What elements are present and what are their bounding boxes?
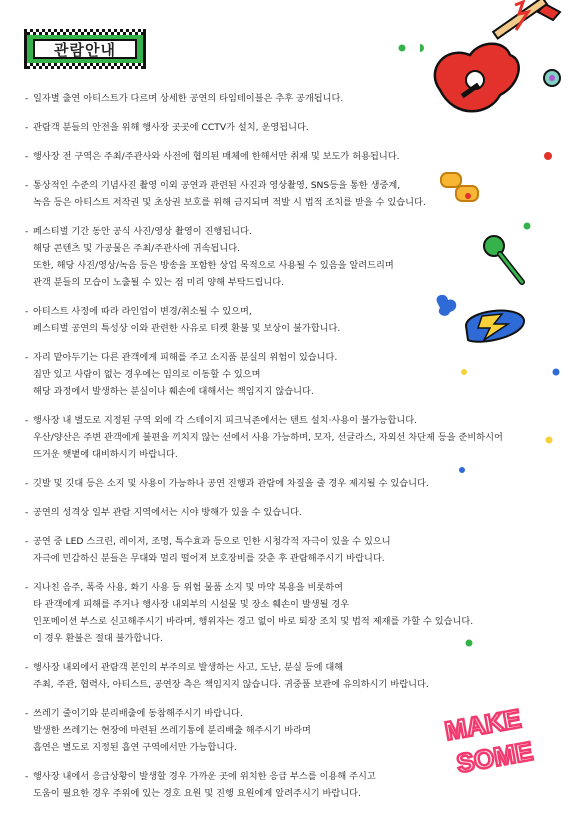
notice-line: 해당 과정에서 발생하는 분실이나 훼손에 대해서는 책임지지 않습니다. (33, 386, 314, 397)
notice-item (25, 90, 420, 107)
notice-line: 해당 콘텐츠 및 가공물은 주최/주관사에 귀속됩니다. (33, 243, 240, 254)
notice-item (25, 705, 420, 756)
bullet-dash: - (25, 93, 29, 104)
notice-line: 깃발 및 깃대 등은 소지 및 사용이 가능하나 공연 진행과 관람에 차질을 줄 경우 제지될 수 있습니다. (33, 478, 429, 489)
notice-text (33, 349, 420, 400)
notice-text (33, 119, 420, 136)
page-title: 관람안내 (33, 39, 137, 59)
make-some-noise-sticker-icon (438, 692, 548, 785)
notice-text (33, 90, 420, 107)
notice-text (33, 148, 420, 165)
notice-item (25, 223, 420, 291)
notice-line: 행사장 내 별도로 지정된 구역 외에 각 스테이지 피크닉존에서는 텐트 설치·사용이 불가능합니다. (33, 415, 418, 426)
bullet-dash: - (25, 352, 29, 363)
splash-icon (432, 292, 462, 320)
notice-line: 페스티벌 기간 동안 공식 사진/영상 촬영이 진행됩니다. (33, 226, 252, 237)
notice-line: 일자별 출연 아티스트가 다르며 상세한 공연의 타임테이블은 추후 공개됩니다. (33, 93, 344, 104)
guitar-icon (420, 0, 571, 130)
bullet-dash: - (25, 478, 29, 489)
notice-line: 녹음 등은 아티스트 저작권 및 초상권 보호를 위해 금지되며 적발 시 법적 조치를 받을 수 있습니다. (33, 197, 426, 208)
notice-line: 주최, 주관, 협력사, 아티스트, 공연장 측은 책임지지 않습니다. 귀중품 보관에 유의하시기 바랍니다. (33, 679, 429, 690)
notice-item (25, 303, 420, 337)
notice-text (33, 768, 420, 802)
checker-border-top (27, 29, 143, 35)
notice-line: 지나친 음주, 폭죽 사용, 화기 사용 등 위험 물품 소지 및 마약 복용을 비롯하여 (33, 582, 344, 593)
notice-line: 자극에 민감하신 분들은 무대와 멀리 떨어져 보호장비를 갖춘 후 관람해주시기 바랍니다. (33, 553, 385, 564)
bullet-dash: - (25, 151, 29, 162)
notice-text (33, 177, 426, 211)
sticker-text-make: MAKE (442, 703, 524, 747)
notice-line: 자리 맡아두기는 다른 관객에게 피해를 주고 소지품 분실의 위험이 있습니다. (33, 352, 338, 363)
notice-item (25, 349, 420, 400)
notice-text (33, 475, 429, 492)
notice-line: 쓰레기 줄이기와 분리배출에 동참해주시기 바랍니다. (33, 708, 243, 719)
notice-line: 이 경우 환불은 절대 불가합니다. (33, 633, 163, 644)
bullet-dash: - (25, 536, 29, 547)
notice-item (25, 119, 420, 136)
bullet-dash: - (25, 507, 29, 518)
bullet-dash: - (25, 662, 29, 673)
notice-text (33, 504, 420, 521)
notice-line: 흡연은 별도로 지정된 흡연 구역에서만 가능합니다. (33, 742, 237, 753)
notice-line: 아티스트 사정에 따라 라인업이 변경/취소될 수 있으며, (33, 306, 252, 317)
notice-text (33, 579, 473, 647)
notice-line: 또한, 해당 사진/영상/녹음 등은 방송을 포함한 상업 목적으로 사용될 수 있음을 알려드리며 (33, 260, 394, 271)
notice-line: 타 관객에게 피해를 주거나 행사장 내외부의 시설물 및 장소 훼손이 발생될 경우 (33, 599, 350, 610)
notice-item (25, 148, 420, 165)
chain-icon (438, 170, 483, 205)
notice-line: 통상적인 수준의 기념사진 촬영 이외 공연과 관련된 사진과 영상촬영, SNS등을 통한 생중계, (33, 180, 401, 191)
notice-line: 발생한 쓰레기는 현장에 마련된 쓰레기통에 분리배출 해주시기 바라며 (33, 725, 311, 736)
title-badge (24, 29, 146, 69)
notice-line: 도움이 필요한 경우 주위에 있는 경호 요원 및 진행 요원에게 알려주시기 바랍니다. (33, 788, 361, 799)
notice-line: 관객 분들의 모습이 노출될 수 있는 점 미리 양해 부탁드립니다. (33, 277, 285, 288)
notice-line: 뜨거운 햇볕에 대비하시기 바랍니다. (33, 449, 178, 460)
notice-line: 페스티벌 공연의 특성상 이와 관련한 사유로 티켓 환불 및 보상이 불가합니다. (33, 323, 341, 334)
notice-line: 짐만 있고 사람이 없는 경우에는 임의로 이동할 수 있으며 (33, 369, 261, 380)
bullet-dash: - (25, 122, 29, 133)
notice-line: 공연 중 LED 스크린, 레이저, 조명, 특수효과 등으로 인한 시청각적 자극이 있을 수 있으니 (33, 536, 391, 547)
bullet-dash: - (25, 708, 29, 719)
notice-text (33, 223, 420, 291)
bullet-dash: - (25, 771, 29, 782)
notice-text (33, 412, 503, 463)
bullet-dash: - (25, 306, 29, 317)
bullet-dash: - (25, 180, 29, 191)
bullet-dash: - (25, 226, 29, 237)
notice-text (33, 533, 420, 567)
lightning-sticker-icon (460, 300, 530, 350)
bullet-dash: - (25, 415, 29, 426)
notice-line: 행사장 전 구역은 주최/주관사와 사전에 협의된 매체에 한해서만 취재 및 보도가 허용됩니다. (33, 151, 400, 162)
checker-border-bottom (27, 63, 143, 69)
notice-line: 행사장 내에서 응급상황이 발생할 경우 가까운 곳에 위치한 응급 부스를 이용해 주시고 (33, 771, 376, 782)
notice-item (25, 768, 420, 802)
notice-item (25, 475, 429, 492)
notice-text (33, 659, 429, 693)
notice-line: 관람객 분들의 안전을 위해 행사장 곳곳에 CCTV가 설치, 운영됩니다. (33, 122, 309, 133)
bullet-dash: - (25, 582, 29, 593)
notice-line: 우산/양산은 주변 관객에게 불편을 끼치지 않는 선에서 사용 가능하며, 모자, 선글라스, 자외선 차단제 등을 준비하시어 (33, 432, 503, 443)
notice-item (25, 504, 420, 521)
notice-line: 인포메이션 부스로 신고해주시기 바라며, 행위자는 경고 없이 바로 퇴장 조치 및 법적 제재를 가할 수 있습니다. (33, 616, 474, 627)
notice-line: 공연의 성격상 일부 관람 지역에서는 시야 방해가 있을 수 있습니다. (33, 507, 302, 518)
notice-item (25, 412, 503, 463)
notice-item (25, 177, 426, 211)
notice-item (25, 533, 420, 567)
notice-text (33, 705, 420, 756)
microphone-icon (480, 232, 530, 287)
notice-line: 행사장 내외에서 관람객 본인의 부주의로 발생하는 사고, 도난, 분실 등에 대해 (33, 662, 344, 673)
notice-item (25, 579, 474, 647)
sticker-text-some: SOME (454, 735, 535, 779)
notice-item (25, 659, 429, 693)
notice-text (33, 303, 420, 337)
